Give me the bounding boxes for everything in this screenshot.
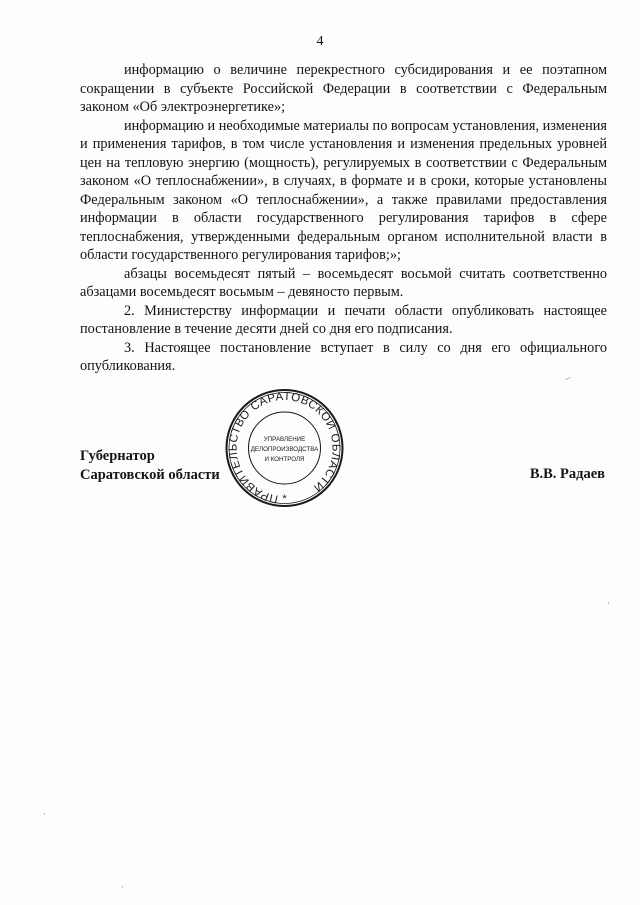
paragraph-renumbering: абзацы восемьдесят пятый – восемьдесят восьмой считать соответственно абзацами восемьдесят восьмым – девяносто первым. <box>80 265 607 300</box>
document-body <box>80 61 607 376</box>
scan-speck <box>44 813 45 815</box>
official-seal <box>212 386 357 511</box>
seal-inner-line2: ДЕЛОПРОИЗВОДСТВА <box>250 446 319 453</box>
paragraph-tariff-materials: информацию и необходимые материалы по вопросам установления, изменения и применения тарифов, в том числе установления и изменения предельных уровней цен на тепловую энергию (мощность), регулируемых в соответствии с Федеральным законом «О теплоснабжении», в случаях, в формате и в сроки, которые установлены Федеральным законом «О теплоснабжении», а также правилами предоставления информации в области государственного регулирования тарифов в сфере теплоснабжения, утвержденными федеральным органом исполнительной власти в области государственного регулирования тарифов;»; <box>80 117 608 263</box>
signatory-title <box>80 447 220 485</box>
page-number: 4 <box>316 34 324 49</box>
paragraph-entry-into-force: 3. Настоящее постановление вступает в силу со дня его официального опубликования. <box>80 339 607 374</box>
signatory-name: В.В. Радаев <box>529 466 605 482</box>
seal-star: * <box>282 493 287 505</box>
scan-speck <box>608 602 609 604</box>
signatory-title-line2: Саратовской области <box>80 467 220 483</box>
signatory-title-line1: Губернатор <box>80 448 155 464</box>
seal-inner-line1: УПРАВЛЕНИЕ <box>263 436 306 443</box>
scan-mark <box>565 377 571 380</box>
paragraph-cross-subsidy: информацию о величине перекрестного субсидирования и ее поэтапном сокращении в субъекте Российской Федерации в соответствии с Федеральным законом «Об электроэнергетике»; <box>80 62 607 115</box>
seal-inner-line3: И КОНТРОЛЯ <box>264 456 305 463</box>
seal-outer-text: ПРАВИТЕЛЬСТВО САРАТОВСКОЙ ОБЛАСТИ <box>227 390 342 505</box>
paragraph-publication: 2. Министерству информации и печати области опубликовать настоящее постановление в течение десяти дней со дня его подписания. <box>80 302 607 337</box>
scan-speck <box>122 886 123 888</box>
